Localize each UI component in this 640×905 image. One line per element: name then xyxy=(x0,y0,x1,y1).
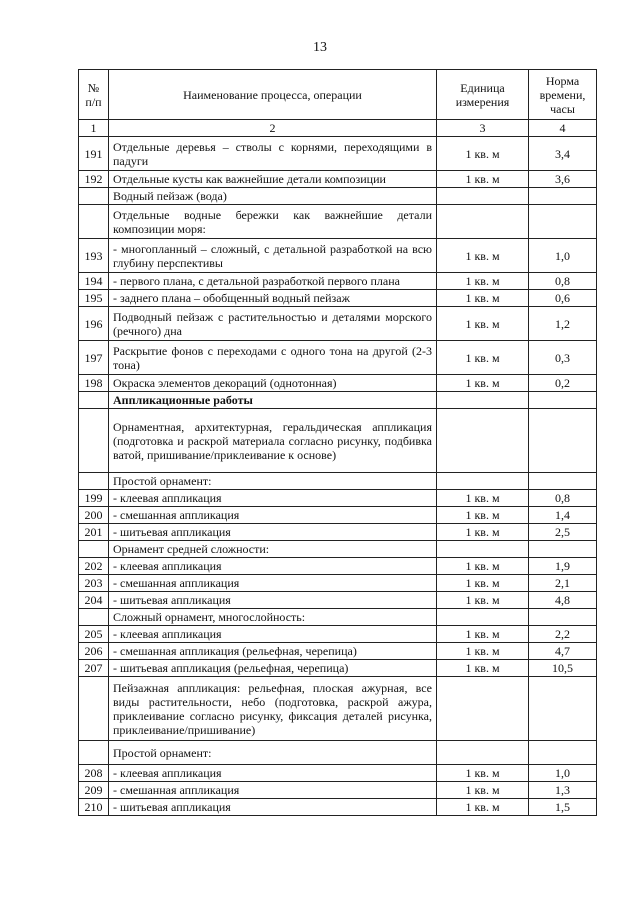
row-number: 205 xyxy=(79,626,109,643)
table-row xyxy=(79,490,597,507)
row-operation-name: Отдельные деревья – стволы с корнями, переходящими в падуги xyxy=(109,137,437,171)
table-row xyxy=(79,609,597,626)
row-time-norm: 1,4 xyxy=(529,507,597,524)
row-unit: 1 кв. м xyxy=(437,507,529,524)
row-operation-name: - шитьевая аппликация xyxy=(109,592,437,609)
table-row xyxy=(79,765,597,782)
row-time-norm: 3,6 xyxy=(529,171,597,188)
table-header-row xyxy=(79,70,597,120)
table-row xyxy=(79,290,597,307)
row-number: 209 xyxy=(79,782,109,799)
row-operation-name: Орнаментная, архитектурная, геральдическая аппликация (подготовка и раскрой материала согласно рисунку, подбивка ватой, пришивание/приклеивание к основе) xyxy=(109,409,437,473)
column-index-1: 1 xyxy=(79,120,109,137)
row-number: 195 xyxy=(79,290,109,307)
row-operation-name: - смешанная аппликация xyxy=(109,507,437,524)
row-time-norm: 1,9 xyxy=(529,558,597,575)
row-operation-name: - заднего плана – обобщенный водный пейзаж xyxy=(109,290,437,307)
header-num: № п/п xyxy=(79,70,109,120)
row-operation-name: Раскрытие фонов с переходами с одного тона на другой (2-3 тона) xyxy=(109,341,437,375)
table-row xyxy=(79,558,597,575)
row-unit: 1 кв. м xyxy=(437,171,529,188)
row-operation-name: Простой орнамент: xyxy=(109,741,437,765)
table-row xyxy=(79,782,597,799)
row-operation-name: - шитьевая аппликация (рельефная, черепица) xyxy=(109,660,437,677)
row-operation-name: Подводный пейзаж с растительностью и деталями морского (речного) дна xyxy=(109,307,437,341)
table-row xyxy=(79,592,597,609)
table-row xyxy=(79,643,597,660)
row-time-norm: 0,8 xyxy=(529,490,597,507)
table-row xyxy=(79,473,597,490)
row-unit: 1 кв. м xyxy=(437,137,529,171)
row-number: 203 xyxy=(79,575,109,592)
row-operation-name: - шитьевая аппликация xyxy=(109,524,437,541)
row-time-norm xyxy=(529,409,597,473)
row-time-norm: 4,7 xyxy=(529,643,597,660)
table-row xyxy=(79,205,597,239)
row-number: 196 xyxy=(79,307,109,341)
table-row xyxy=(79,626,597,643)
row-unit: 1 кв. м xyxy=(437,799,529,816)
row-number: 197 xyxy=(79,341,109,375)
row-number xyxy=(79,473,109,490)
row-number: 191 xyxy=(79,137,109,171)
row-number xyxy=(79,188,109,205)
row-number: 210 xyxy=(79,799,109,816)
table-row xyxy=(79,799,597,816)
row-unit xyxy=(437,392,529,409)
row-time-norm: 4,8 xyxy=(529,592,597,609)
row-unit xyxy=(437,205,529,239)
column-index-3: 3 xyxy=(437,120,529,137)
row-time-norm: 1,3 xyxy=(529,782,597,799)
row-unit: 1 кв. м xyxy=(437,575,529,592)
row-unit: 1 кв. м xyxy=(437,782,529,799)
column-index-4: 4 xyxy=(529,120,597,137)
row-operation-name: - клеевая аппликация xyxy=(109,490,437,507)
row-number: 201 xyxy=(79,524,109,541)
column-index-row xyxy=(79,120,597,137)
row-time-norm: 3,4 xyxy=(529,137,597,171)
table-row xyxy=(79,677,597,741)
row-unit xyxy=(437,409,529,473)
row-operation-name: Отдельные кусты как важнейшие детали композиции xyxy=(109,171,437,188)
row-number: 207 xyxy=(79,660,109,677)
row-operation-name: - смешанная аппликация xyxy=(109,575,437,592)
row-time-norm: 0,8 xyxy=(529,273,597,290)
row-unit: 1 кв. м xyxy=(437,307,529,341)
row-time-norm: 2,2 xyxy=(529,626,597,643)
row-unit: 1 кв. м xyxy=(437,273,529,290)
norms-table xyxy=(78,69,597,816)
table-row xyxy=(79,741,597,765)
row-operation-name: - смешанная аппликация xyxy=(109,782,437,799)
row-number: 193 xyxy=(79,239,109,273)
row-operation-name: - клеевая аппликация xyxy=(109,558,437,575)
table-row xyxy=(79,409,597,473)
row-time-norm: 1,5 xyxy=(529,799,597,816)
row-time-norm: 0,2 xyxy=(529,375,597,392)
row-time-norm: 0,3 xyxy=(529,341,597,375)
row-number: 206 xyxy=(79,643,109,660)
row-operation-name: - первого плана, с детальной разработкой первого плана xyxy=(109,273,437,290)
row-number: 200 xyxy=(79,507,109,524)
table-row xyxy=(79,341,597,375)
row-number xyxy=(79,541,109,558)
row-number xyxy=(79,609,109,626)
row-operation-name: - клеевая аппликация xyxy=(109,765,437,782)
row-unit xyxy=(437,609,529,626)
row-operation-name: Простой орнамент: xyxy=(109,473,437,490)
row-unit xyxy=(437,473,529,490)
row-time-norm xyxy=(529,741,597,765)
row-unit xyxy=(437,541,529,558)
row-unit xyxy=(437,741,529,765)
page-number: 13 xyxy=(313,40,327,55)
row-unit: 1 кв. м xyxy=(437,626,529,643)
row-operation-name: Отдельные водные бережки как важнейшие детали композиции моря: xyxy=(109,205,437,239)
row-time-norm xyxy=(529,188,597,205)
row-unit: 1 кв. м xyxy=(437,290,529,307)
row-unit: 1 кв. м xyxy=(437,558,529,575)
table-row xyxy=(79,375,597,392)
row-unit: 1 кв. м xyxy=(437,592,529,609)
row-number: 194 xyxy=(79,273,109,290)
table-row xyxy=(79,507,597,524)
row-time-norm: 10,5 xyxy=(529,660,597,677)
header-time: Норма времени, часы xyxy=(529,70,597,120)
row-operation-name: Сложный орнамент, многослойность: xyxy=(109,609,437,626)
row-number: 199 xyxy=(79,490,109,507)
row-operation-name: - смешанная аппликация (рельефная, черепица) xyxy=(109,643,437,660)
row-unit: 1 кв. м xyxy=(437,375,529,392)
row-number: 208 xyxy=(79,765,109,782)
row-unit: 1 кв. м xyxy=(437,765,529,782)
table-row xyxy=(79,137,597,171)
row-operation-name: - многопланный – сложный, с детальной разработкой на всю глубину перспективы xyxy=(109,239,437,273)
row-number xyxy=(79,392,109,409)
header-unit: Единица измерения xyxy=(437,70,529,120)
row-operation-name: Водный пейзаж (вода) xyxy=(109,188,437,205)
table-row xyxy=(79,575,597,592)
row-number xyxy=(79,677,109,741)
table-row xyxy=(79,188,597,205)
row-number xyxy=(79,741,109,765)
table-row xyxy=(79,239,597,273)
row-unit xyxy=(437,677,529,741)
table-row xyxy=(79,273,597,290)
row-time-norm: 2,1 xyxy=(529,575,597,592)
row-operation-name: Аппликационные работы xyxy=(109,392,437,409)
table-row xyxy=(79,392,597,409)
row-time-norm: 0,6 xyxy=(529,290,597,307)
table-row xyxy=(79,660,597,677)
row-unit: 1 кв. м xyxy=(437,490,529,507)
row-operation-name: Окраска элементов декораций (однотонная) xyxy=(109,375,437,392)
column-index-2: 2 xyxy=(109,120,437,137)
row-time-norm xyxy=(529,205,597,239)
table-row xyxy=(79,307,597,341)
row-number xyxy=(79,409,109,473)
header-name: Наименование процесса, операции xyxy=(109,70,437,120)
row-unit: 1 кв. м xyxy=(437,643,529,660)
row-time-norm xyxy=(529,609,597,626)
row-number: 192 xyxy=(79,171,109,188)
row-time-norm: 2,5 xyxy=(529,524,597,541)
row-time-norm xyxy=(529,541,597,558)
row-number: 202 xyxy=(79,558,109,575)
row-time-norm: 1,2 xyxy=(529,307,597,341)
table-row xyxy=(79,171,597,188)
row-operation-name: Орнамент средней сложности: xyxy=(109,541,437,558)
row-number xyxy=(79,205,109,239)
row-unit: 1 кв. м xyxy=(437,660,529,677)
row-number: 198 xyxy=(79,375,109,392)
row-time-norm xyxy=(529,677,597,741)
table-row xyxy=(79,524,597,541)
row-operation-name: Пейзажная аппликация: рельефная, плоская ажурная, все виды растительности, небо (подготовка, раскрой ажура, приклеивание согласно рисунку, фиксация деталей рисунка, приклеивание/пришивание) xyxy=(109,677,437,741)
row-number: 204 xyxy=(79,592,109,609)
row-time-norm xyxy=(529,392,597,409)
row-unit xyxy=(437,188,529,205)
row-unit: 1 кв. м xyxy=(437,239,529,273)
row-unit: 1 кв. м xyxy=(437,524,529,541)
norms-table-body xyxy=(79,70,597,816)
row-time-norm: 1,0 xyxy=(529,239,597,273)
table-row xyxy=(79,541,597,558)
row-operation-name: - клеевая аппликация xyxy=(109,626,437,643)
row-operation-name: - шитьевая аппликация xyxy=(109,799,437,816)
row-time-norm: 1,0 xyxy=(529,765,597,782)
row-unit: 1 кв. м xyxy=(437,341,529,375)
row-time-norm xyxy=(529,473,597,490)
